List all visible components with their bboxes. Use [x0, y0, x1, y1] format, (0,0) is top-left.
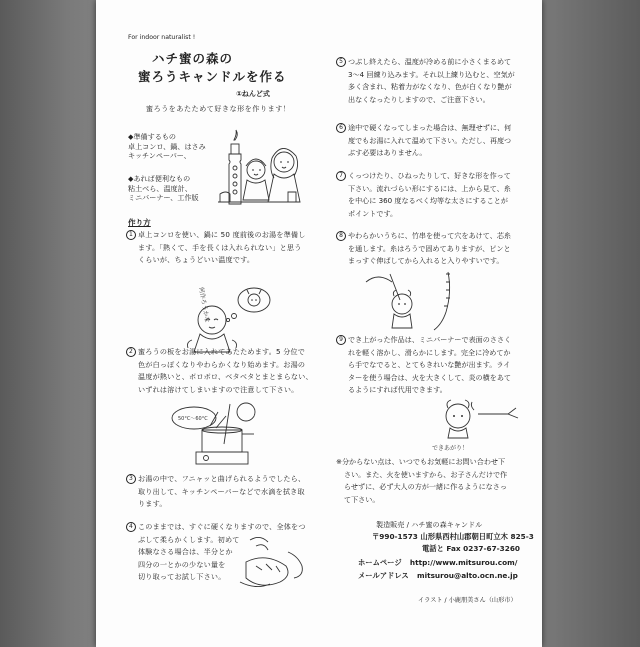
kneading-hands-illustration [236, 532, 316, 598]
step-line: 取り出して、キッチンペーパーなどで水滴を拭き取 [138, 486, 305, 496]
step-line: いずれは溶けてしまいますので注意して下さい。 [138, 384, 299, 394]
step-line: 度でもお湯に入れて温めて下さい。ただし、再度つ [348, 135, 512, 145]
step-line: でき上がった作品は、ミニバーナーで表面のささく [348, 335, 512, 344]
subtitle: 蜜ろうをあたためて好きな形を作ります！ [146, 105, 291, 113]
step-line: れを軽く溶かし、滑らかにします。完全に冷めてか [348, 347, 511, 357]
title-line2: 蜜ろうキャンドルを作る [138, 69, 287, 84]
step-line: 体験なさる場合は、半分とか [138, 547, 233, 557]
seller-address: 〒990-1573 山形県西村山郡朝日町立木 825-3 [372, 532, 534, 541]
note [336, 456, 540, 506]
note-line: ※分からない点は、いつでもお気軽にお問い合わせ下 [336, 457, 506, 466]
step-line: 切り取ってお試し下さい。 [138, 572, 226, 582]
step-line: 温度が熱いと、ボロボロ、ベタベタとまとまらない、 [138, 372, 313, 382]
children-candle-illustration [214, 128, 302, 212]
optional-item: ミニバーナー、工作版 [128, 193, 199, 203]
mail-link[interactable]: mitsurou@alto.ocn.ne.jp [416, 571, 518, 580]
thought-caption: 何作ろうかな [197, 286, 211, 324]
step-line: くっつけたり、ひねったりして、好きな形を作って [348, 171, 511, 180]
step-line: やわらかいうちに、竹串を使って穴をあけて、芯糸 [348, 231, 512, 240]
step-line: お湯の中で、フニャッと曲げられるようでしたら、 [138, 474, 306, 483]
pot-on-stove-illustration [170, 400, 290, 468]
note-line: さい。また、火を使いますから、お子さんだけで作 [344, 469, 508, 479]
done-caption: できあがり！ [432, 445, 469, 452]
step-number: 6 [336, 123, 346, 133]
tagline: For indoor naturalist ! [128, 34, 196, 41]
step-line: ターを使う場合は、火を大きくして、炎の横をあて [348, 372, 512, 382]
homepage-link[interactable]: http://www.mitsurou.com/ [409, 558, 518, 567]
title-badge: ①ねんど式 [236, 90, 270, 98]
step-number: 7 [336, 171, 346, 181]
step-8 [336, 230, 536, 268]
step-number: 3 [126, 474, 136, 484]
mail-row [358, 570, 518, 582]
seller-label: 製造販売 / ハチ蜜の森キャンドル [376, 520, 483, 529]
step-line: ポイントです。 [348, 208, 398, 218]
step-line: 3〜4 回練り込みます。それ以上練り込むと、空気が [348, 69, 515, 79]
step-line: 下さい。流れづらい形にするには、上から見て、糸 [348, 183, 511, 193]
step-number: 5 [336, 57, 346, 67]
mail-label: メールアドレス [358, 571, 409, 580]
step-line: 出なくなったりしますので、ご注意下さい。 [348, 94, 490, 104]
step-7 [336, 170, 536, 220]
step-line: このままでは、すぐに硬くなりますので、全体をつ [138, 522, 306, 531]
step-6 [336, 122, 536, 160]
step-number: 1 [126, 230, 136, 240]
title-line1: ハチ蜜の森の [152, 51, 234, 66]
step-line: ぶす必要はありません。 [348, 148, 427, 158]
note-line: らせずに、必ず大人の方が一緒に作るようになさっ [344, 482, 507, 492]
step-line: るようにすれば代用できます。 [348, 385, 447, 395]
step-line: 四分の一とかの少ない量を [138, 559, 226, 569]
step-line: つぶし終えたら、温度が冷める前に小さくまるめて [348, 57, 512, 66]
illustration-credit: イラスト / 小鹿朋美さん（山形市） [418, 597, 517, 604]
homepage-label: ホームページ [358, 558, 402, 567]
seller-tel: 電話と Fax 0237-67-3260 [422, 544, 520, 553]
step-1 [126, 229, 322, 267]
step-9 [336, 334, 536, 397]
step-line: ります。 [138, 499, 167, 509]
document-page [96, 0, 542, 647]
required-item: キッチンペーパー、 [128, 151, 191, 161]
thinking-child-illustration [156, 282, 306, 354]
step-line: を中心に 360 度なるべく均等な太さにすることが [348, 196, 508, 206]
step-line: くらいが、ちょうどいい温度です。 [138, 255, 255, 265]
step-line: 途中で硬くなってしまった場合は、無理せずに、何 [348, 123, 512, 132]
optional-item: 粘土べら、温度計、 [128, 183, 192, 193]
step-line: まっすぐ伸ばしてから入れると入りやすいです。 [348, 256, 504, 266]
required-heading: ◆準備するもの [128, 132, 177, 141]
step-line: 多く含まれ、粘着力がなくなり、色が白くなり艶が [348, 82, 512, 92]
step-number: 4 [126, 522, 136, 532]
finished-candle-illustration [428, 394, 528, 454]
step-5 [336, 56, 536, 106]
step-line: ぶして柔らかくします。初めて [138, 534, 240, 544]
viewer-frame-right [540, 0, 640, 647]
required-item: 卓上コンロ、鍋、はさみ [128, 141, 206, 151]
skewer-bear-illustration [360, 270, 470, 334]
step-line: 卓上コンロを使い、鍋に 50 度前後のお湯を準備し [138, 230, 306, 239]
thermometer-label: 50°C〜60°C [178, 416, 208, 422]
homepage-row [358, 557, 517, 569]
step-2 [126, 346, 322, 396]
step-line: ら手でなでると、とてもきれいな艶が出ます。ライ [348, 360, 511, 370]
step-number: 9 [336, 335, 346, 345]
step-line: ます。「熱くて、手を長くは入れられない」と思う [138, 242, 302, 252]
step-line: 蜜ろうの板をお湯に入れてあたためます。5 分位で [138, 347, 306, 356]
method-heading: 作り方 [128, 218, 151, 227]
step-line: を通します。糸はろうで固めてありますが、ピンと [348, 243, 511, 253]
note-line: て下さい。 [344, 494, 380, 504]
step-3 [126, 473, 322, 511]
step-number: 2 [126, 347, 136, 357]
viewer-frame-left [0, 0, 96, 647]
step-number: 8 [336, 231, 346, 241]
optional-heading: ◆あれば便利なもの [128, 174, 191, 183]
step-line: 色が白っぽくなりやわらかくなり始めます。お湯の [138, 359, 306, 369]
